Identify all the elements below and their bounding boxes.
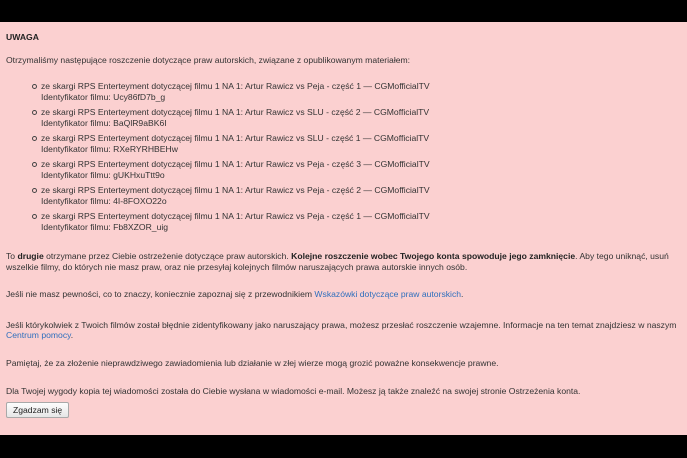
guide-paragraph [6,289,681,300]
warning-text: To [6,251,18,261]
email-copy-notice: Dla Twojej wygody kopia tej wiadomości została do Ciebie wysłana w wiadomości e-mail. Możesz ją także znaleźć na swojej stronie Ostrzeżenia konta. [6,386,581,396]
video-id: Identyfikator filmu: gUKHxuTtt9o [41,169,165,180]
guide-text: Jeśli nie masz pewności, co to znaczy, koniecznie zapoznaj się z przewodnikiem [6,289,315,299]
claim-text: ze skargi RPS Enterteyment dotyczącej filmu 1 NA 1: Artur Rawicz vs SLU - część 1 — CGMofficialTV [41,133,430,143]
video-id: Identyfikator filmu: RXeRYRHBEHw [41,143,178,154]
legal-reminder: Pamiętaj, że za złożenie nieprawdziwego zawiadomienia lub działanie w złej wierze mogą grozić poważne konsekwencje prawne. [6,357,499,368]
claim-text: ze skargi RPS Enterteyment dotyczącej filmu 1 NA 1: Artur Rawicz vs SLU - część 2 — CGMofficialTV [41,107,430,117]
warning-text: . Aby tego uniknąć, usuń wszelkie filmy, do których nie masz praw, oraz nie przesyłaj kolejnych filmów naruszających prawa autorskie innych osób. [6,251,669,272]
bullet-icon [32,84,37,89]
warning-count: drugie [17,251,44,261]
video-id: Identyfikator filmu: Ucy86fD7b_g [41,91,166,102]
counter-notice-text: Jeśli którykolwiek z Twoich filmów został błędnie zidentyfikowany jako naruszający prawa, możesz przesłać roszczenie wzajemne. Informacje na ten temat znajdziesz w naszym [6,319,677,330]
counter-notice-paragraph [6,320,681,341]
copyright-notice-panel [0,22,687,435]
video-id: Identyfikator filmu: 4I-8FOXO22o [41,195,167,206]
claim-text: ze skargi RPS Enterteyment dotyczącej filmu 1 NA 1: Artur Rawicz vs Peja - część 1 — CGMofficialTV [41,211,430,221]
claim-item [32,211,681,232]
notice-intro: Otrzymaliśmy następujące roszczenie dotyczące praw autorskich, związane z opublikowanym materiałem: [6,54,411,65]
strike-warning [6,251,681,272]
claim-item [32,81,681,102]
bullet-icon [32,162,37,167]
claim-item [32,185,681,206]
claim-text: ze skargi RPS Enterteyment dotyczącej filmu 1 NA 1: Artur Rawicz vs Peja - część 1 — CGMofficialTV [41,81,430,91]
copyright-tips-link[interactable]: Wskazówki dotyczące praw autorskich [314,289,462,299]
counter-notice-end: . [70,330,74,340]
claim-item [32,133,681,154]
agree-button[interactable]: Zgadzam się [6,402,69,418]
claim-item [32,159,681,180]
warning-consequence: Kolejne roszczenie wobec Twojego konta spowoduje jego zamknięcie [291,251,576,261]
bullet-icon [32,136,37,141]
bullet-icon [32,110,37,115]
bullet-icon [32,188,37,193]
warning-text: otrzymane przez Ciebie ostrzeżenie dotyczące praw autorskich. [43,251,292,261]
notice-title: UWAGA [6,32,39,42]
help-center-link[interactable]: Centrum pomocy [6,330,71,340]
claim-item [32,107,681,128]
claim-text: ze skargi RPS Enterteyment dotyczącej filmu 1 NA 1: Artur Rawicz vs Peja - część 2 — CGMofficialTV [41,185,430,195]
guide-text-end: . [461,289,464,299]
claim-text: ze skargi RPS Enterteyment dotyczącej filmu 1 NA 1: Artur Rawicz vs Peja - część 3 — CGMofficialTV [41,159,430,169]
claims-list [6,81,681,232]
bullet-icon [32,214,37,219]
video-id: Identyfikator filmu: Fb8XZOR_uig [41,221,169,232]
video-id: Identyfikator filmu: BaQlR9aBK6I [41,117,167,128]
